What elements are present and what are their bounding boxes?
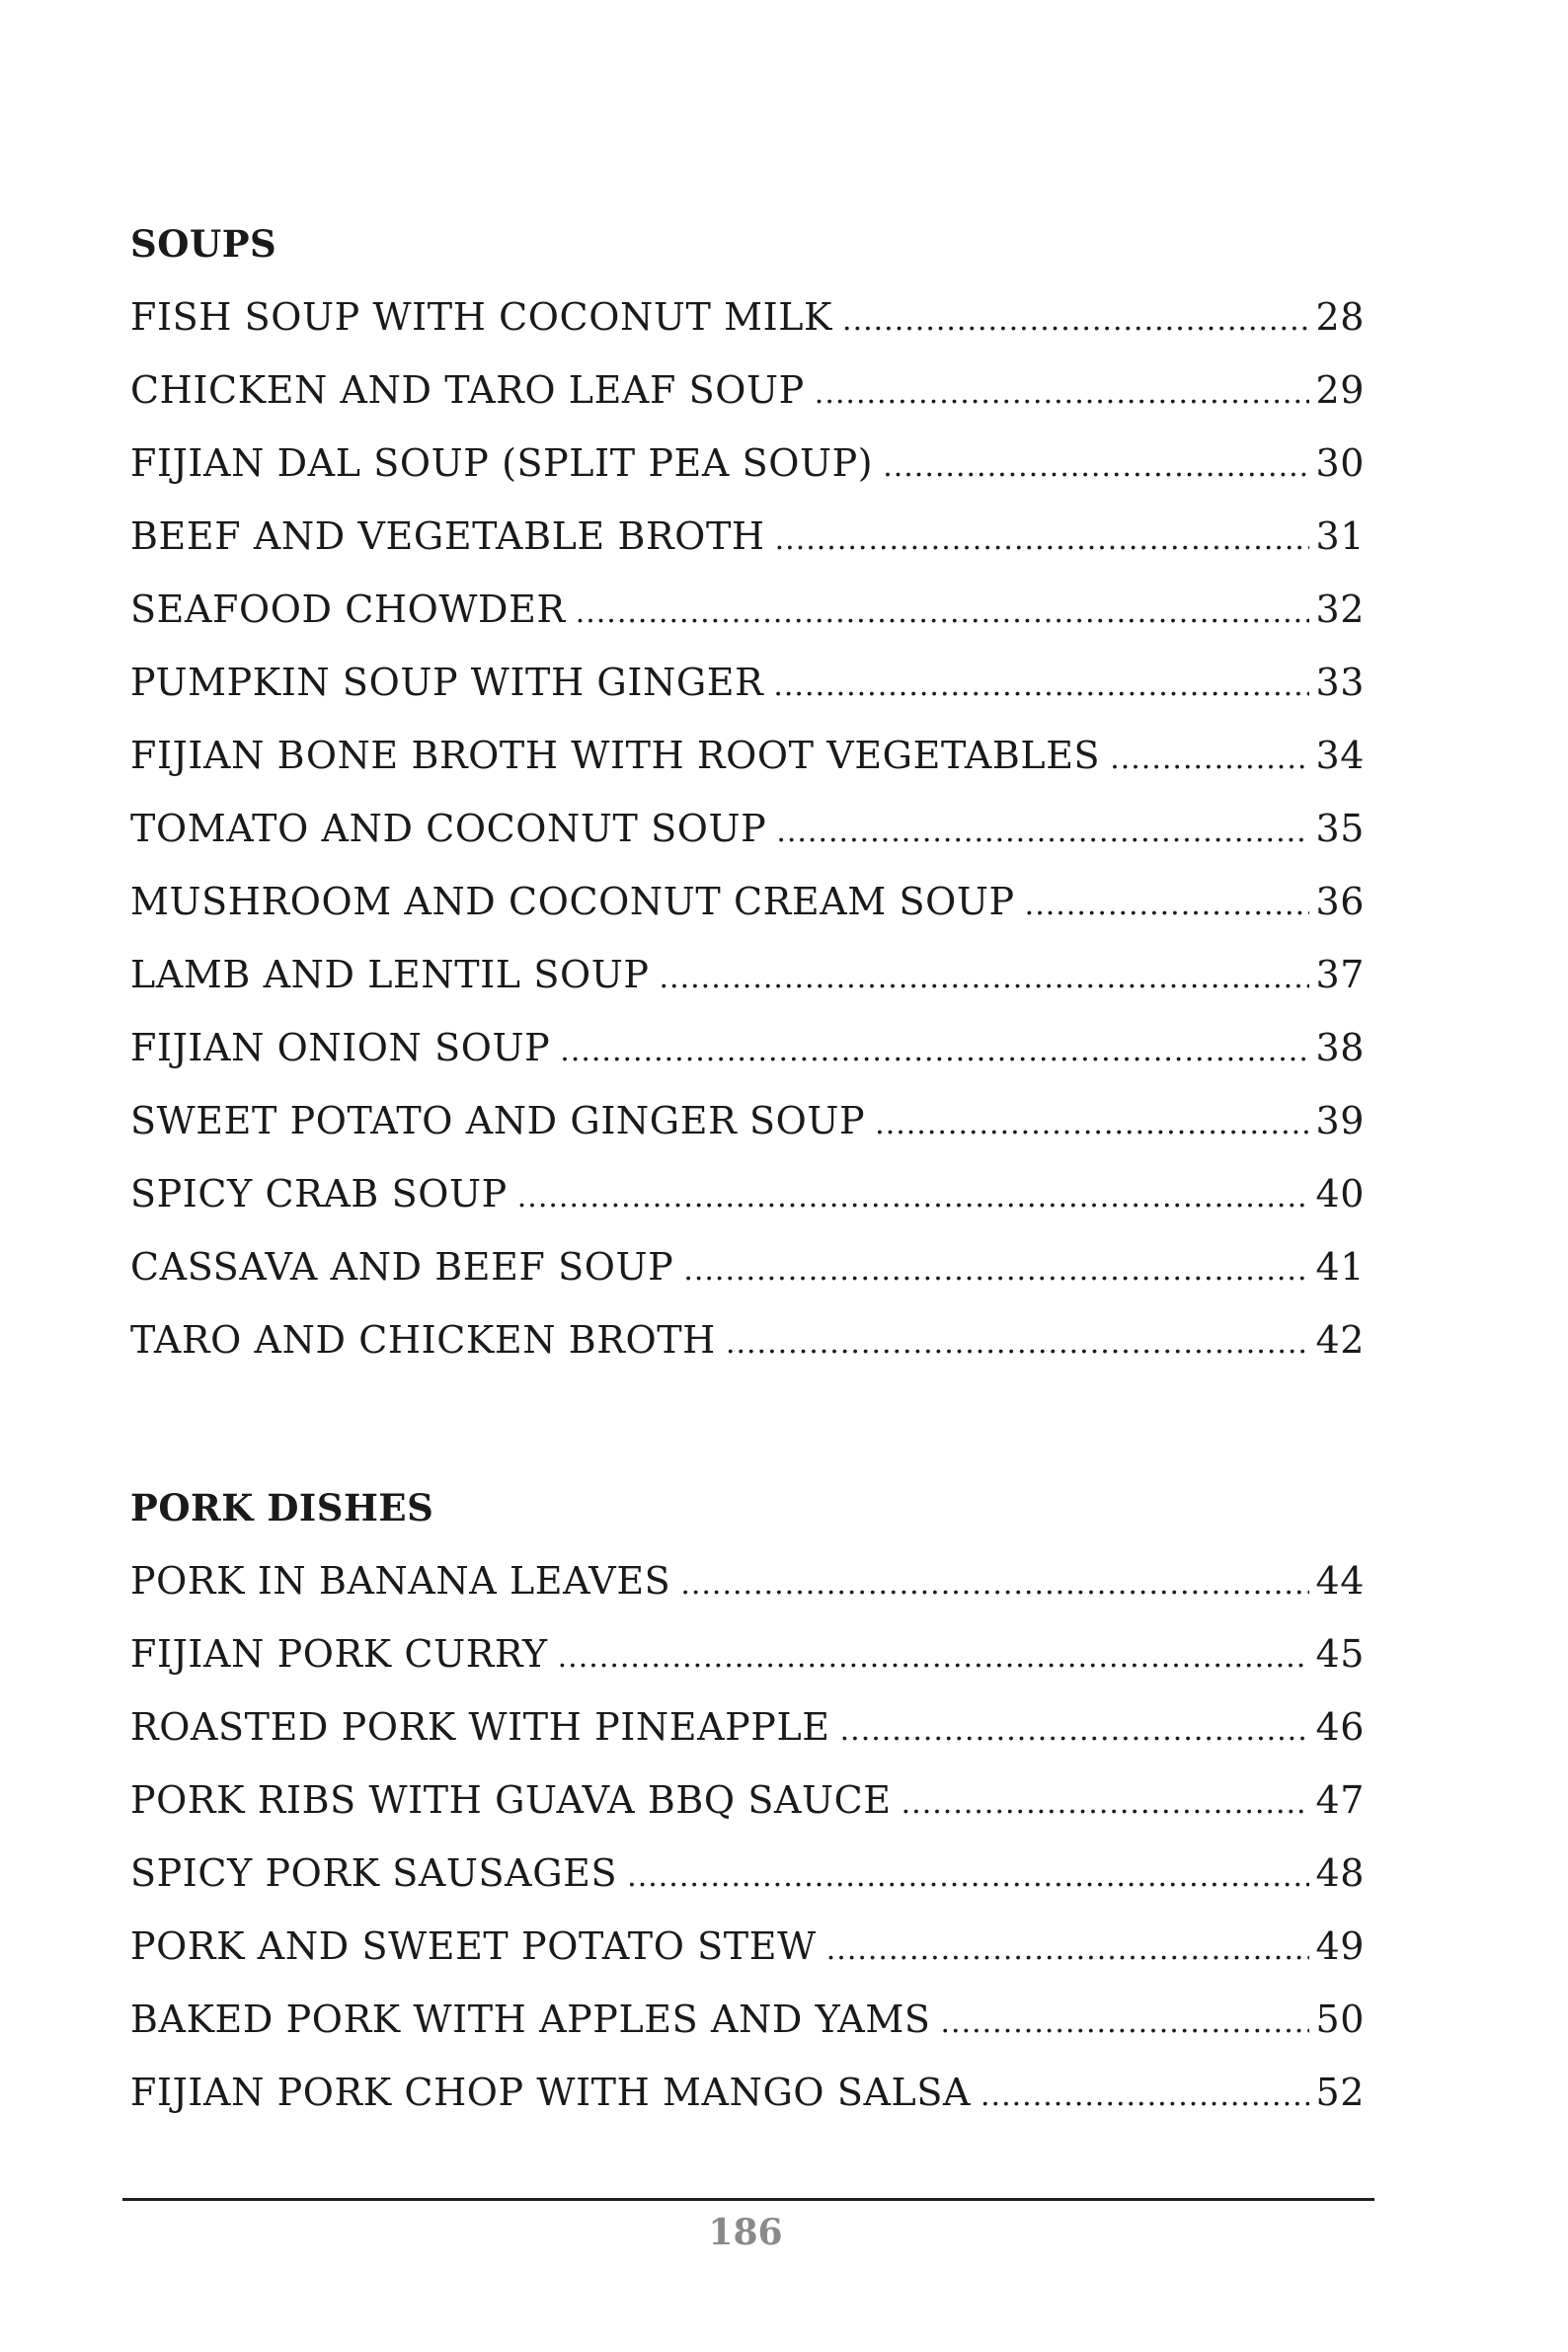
entry-page-number: 32 — [1315, 588, 1365, 631]
toc-entry — [130, 646, 1365, 719]
entry-page-number: 35 — [1315, 807, 1365, 850]
toc-entry — [130, 719, 1365, 792]
dot-leader — [815, 357, 1310, 431]
entry-title: FIJIAN PORK CHOP WITH MANGO SALSA — [130, 2071, 972, 2114]
entry-page-number: 30 — [1315, 441, 1365, 485]
toc-entry — [130, 1303, 1365, 1376]
dot-leader — [627, 1841, 1309, 1914]
toc-entry — [130, 2056, 1365, 2129]
toc-entry — [130, 1084, 1365, 1157]
toc-entry — [130, 500, 1365, 573]
entry-title: FIJIAN DAL SOUP (SPLIT PEA SOUP) — [130, 441, 874, 485]
entry-title: FIJIAN ONION SOUP — [130, 1026, 551, 1069]
entry-page-number: 52 — [1315, 2071, 1365, 2114]
entry-title: BEEF AND VEGETABLE BROTH — [130, 514, 765, 558]
entry-page-number: 28 — [1315, 295, 1365, 339]
dot-leader — [775, 504, 1310, 577]
toc-entry — [130, 1230, 1365, 1303]
entry-title: CHICKEN AND TARO LEAF SOUP — [130, 368, 805, 412]
entry-title: FIJIAN BONE BROTH WITH ROOT VEGETABLES — [130, 734, 1101, 777]
table-of-contents — [130, 207, 1365, 2129]
toc-entry — [130, 1011, 1365, 1084]
dot-leader — [560, 1015, 1309, 1088]
dot-leader — [883, 431, 1309, 504]
dot-leader — [660, 942, 1310, 1015]
entry-title: TARO AND CHICKEN BROTH — [130, 1318, 716, 1362]
entry-title: BAKED PORK WITH APPLES AND YAMS — [130, 1998, 931, 2041]
toc-entry — [130, 573, 1365, 646]
dot-leader — [776, 796, 1309, 869]
entry-page-number: 47 — [1315, 1778, 1365, 1822]
entry-title: PUMPKIN SOUP WITH GINGER — [130, 661, 764, 704]
entry-page-number: 46 — [1315, 1705, 1365, 1749]
entry-title: SWEET POTATO AND GINGER SOUP — [130, 1099, 866, 1142]
dot-leader — [902, 1767, 1310, 1841]
entry-title: FIJIAN PORK CURRY — [130, 1632, 548, 1676]
toc-entry — [130, 1837, 1365, 1910]
entry-title: CASSAVA AND BEEF SOUP — [130, 1245, 674, 1289]
toc-entry — [130, 1544, 1365, 1617]
dot-leader — [680, 1548, 1309, 1621]
entry-page-number: 36 — [1315, 880, 1365, 923]
entry-page-number: 41 — [1315, 1245, 1365, 1289]
toc-entry — [130, 1157, 1365, 1230]
entry-title: MUSHROOM AND COCONUT CREAM SOUP — [130, 880, 1015, 923]
dot-leader — [1025, 869, 1310, 942]
entry-page-number: 34 — [1315, 734, 1365, 777]
dot-leader — [683, 1234, 1309, 1307]
toc-entry — [130, 427, 1365, 500]
dot-leader — [842, 284, 1309, 357]
entry-page-number: 40 — [1315, 1172, 1365, 1215]
entry-page-number: 50 — [1315, 1998, 1365, 2041]
toc-entry — [130, 1983, 1365, 2056]
entry-title: SPICY PORK SAUSAGES — [130, 1851, 618, 1895]
dot-leader — [875, 1088, 1309, 1161]
entry-title: SPICY CRAB SOUP — [130, 1172, 508, 1215]
dot-leader — [773, 650, 1309, 723]
dot-leader — [576, 577, 1310, 650]
dot-leader — [826, 1914, 1310, 1987]
dot-leader — [517, 1161, 1310, 1234]
dot-leader — [726, 1307, 1310, 1380]
footer-rule — [122, 2198, 1374, 2201]
entry-page-number: 29 — [1315, 368, 1365, 412]
entry-page-number: 31 — [1315, 514, 1365, 558]
entry-title: LAMB AND LENTIL SOUP — [130, 953, 650, 996]
entry-page-number: 48 — [1315, 1851, 1365, 1895]
dot-leader — [840, 1694, 1310, 1767]
dot-leader — [980, 2060, 1309, 2133]
toc-entry — [130, 1910, 1365, 1983]
toc-entry — [130, 1764, 1365, 1837]
entry-title: PORK RIBS WITH GUAVA BBQ SAUCE — [130, 1778, 892, 1822]
dot-leader — [558, 1621, 1310, 1694]
entry-page-number: 45 — [1315, 1632, 1365, 1676]
section-heading: PORK DISHES — [130, 1486, 434, 1529]
entry-page-number: 38 — [1315, 1026, 1365, 1069]
entry-title: SEAFOOD CHOWDER — [130, 588, 566, 631]
toc-entry — [130, 865, 1365, 938]
entry-title: PORK AND SWEET POTATO STEW — [130, 1924, 817, 1968]
toc-section — [130, 207, 1365, 1376]
toc-entry — [130, 1617, 1365, 1690]
entry-title: ROASTED PORK WITH PINEAPPLE — [130, 1705, 830, 1749]
entry-title: PORK IN BANANA LEAVES — [130, 1559, 671, 1603]
toc-entry — [130, 280, 1365, 353]
entry-page-number: 44 — [1315, 1559, 1365, 1603]
toc-entry — [130, 1690, 1365, 1764]
page-number: 186 — [708, 2212, 783, 2253]
entry-page-number: 37 — [1315, 953, 1365, 996]
entry-page-number: 33 — [1315, 661, 1365, 704]
toc-entry — [130, 792, 1365, 865]
entry-page-number: 42 — [1315, 1318, 1365, 1362]
toc-section — [130, 1471, 1365, 2129]
entry-page-number: 49 — [1315, 1924, 1365, 1968]
toc-entry — [130, 353, 1365, 427]
dot-leader — [941, 1987, 1310, 2060]
section-heading: SOUPS — [130, 222, 277, 266]
entry-title: FISH SOUP WITH COCONUT MILK — [130, 295, 833, 339]
toc-entry — [130, 938, 1365, 1011]
entry-page-number: 39 — [1315, 1099, 1365, 1142]
entry-title: TOMATO AND COCONUT SOUP — [130, 807, 767, 850]
dot-leader — [1110, 723, 1309, 796]
